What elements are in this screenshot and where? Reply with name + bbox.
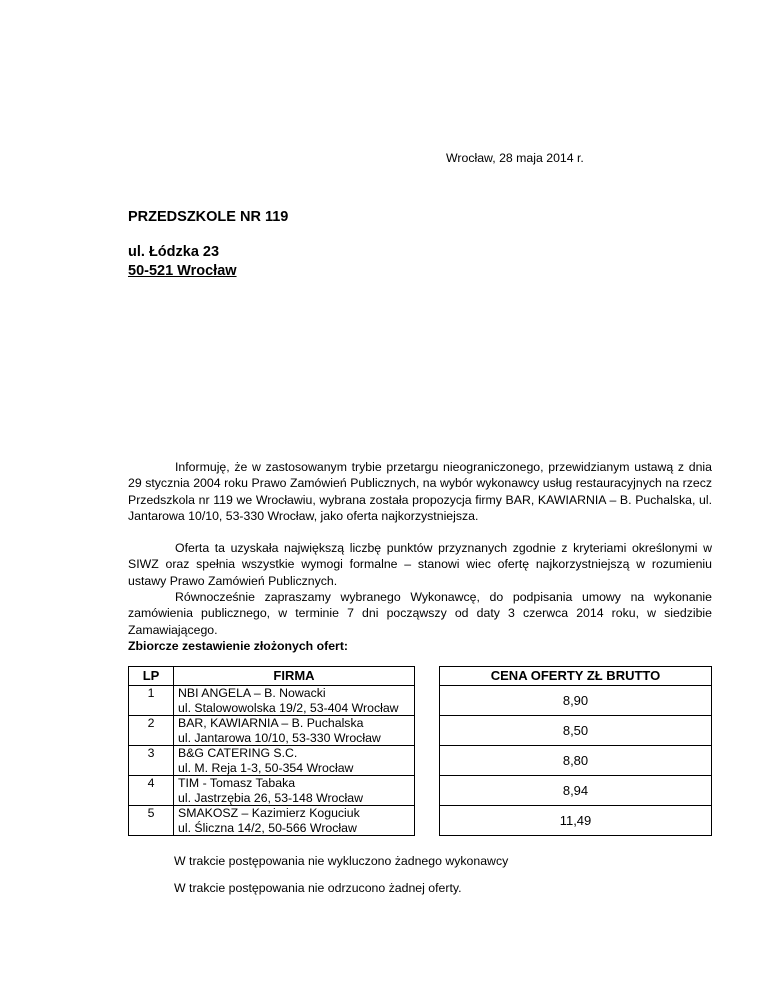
row-price: 8,90 (440, 686, 712, 716)
paragraph-award (128, 459, 712, 524)
row-lp: 4 (129, 776, 174, 806)
column-gap (415, 716, 440, 746)
row-firm (174, 806, 415, 836)
row-price: 11,49 (440, 806, 712, 836)
row-lp: 2 (129, 716, 174, 746)
paragraph-invitation-text: Równocześnie zapraszamy wybranego Wykonawcę, do podpisania umowy na wykonanie zamówienia publicznego, w terminie 7 dni począwszy od daty 3 czerwca 2014 roku, w siedzibie Zamawiającego. (128, 590, 712, 637)
firm-address: ul. Jantarowa 10/10, 53-330 Wrocław (178, 730, 381, 745)
recipient-city: 50-521 Wrocław (128, 263, 237, 279)
row-price: 8,80 (440, 746, 712, 776)
row-firm (174, 776, 415, 806)
firm-name: BAR, KAWIARNIA – B. Puchalska (178, 716, 364, 730)
column-header-lp: LP (129, 667, 174, 686)
row-firm (174, 686, 415, 716)
firm-address: ul. Stalowowolska 19/2, 53-404 Wrocław (178, 700, 399, 715)
column-gap (415, 776, 440, 806)
paragraph-justification (128, 540, 712, 589)
row-lp: 3 (129, 746, 174, 776)
table-row (129, 746, 712, 776)
firm-address: ul. M. Reja 1-3, 50-354 Wrocław (178, 760, 354, 775)
row-price: 8,50 (440, 716, 712, 746)
recipient-street: ul. Łódzka 23 (128, 244, 220, 260)
table-row (129, 716, 712, 746)
column-header-firm: FIRMA (174, 667, 415, 686)
table-row (129, 686, 712, 716)
row-lp: 5 (129, 806, 174, 836)
column-gap (415, 746, 440, 776)
row-lp: 1 (129, 686, 174, 716)
recipient-name: PRZEDSZKOLE NR 119 (128, 209, 289, 225)
row-firm (174, 716, 415, 746)
row-price: 8,94 (440, 776, 712, 806)
offers-table (128, 666, 712, 836)
paragraph-invitation (128, 589, 712, 638)
column-gap (415, 667, 440, 686)
firm-address: ul. Śliczna 14/2, 50-566 Wrocław (178, 820, 357, 835)
column-gap (415, 806, 440, 836)
table-row (129, 776, 712, 806)
note-rejected: W trakcie postępowania nie odrzucono żadnej oferty. (174, 881, 462, 895)
firm-name: NBI ANGELA – B. Nowacki (178, 686, 326, 700)
firm-name: TIM - Tomasz Tabaka (178, 776, 296, 790)
summary-title: Zbiorcze zestawienie złożonych ofert: (128, 639, 349, 653)
paragraph-justification-text: Oferta ta uzyskała największą liczbę punktów przyznanych zgodnie z kryteriami określonymi w SIWZ oraz spełnia wszystkie wymogi formalne – stanowi wiec ofertę najkorzystniejszą w rozumieniu ustawy Prawo Zamówień Publicznych. (128, 541, 712, 588)
firm-name: B&G CATERING S.C. (178, 746, 298, 760)
paragraph-award-text: Informuję, że w zastosowanym trybie przetargu nieograniczonego, przewidzianym ustawą z dnia 29 stycznia 2004 roku Prawo Zamówień Publicznych, na wybór wykonawcy usług restauracyjnych na rzecz Przedszkola nr 119 we Wrocławiu, wybrana została propozycja firmy BAR, KAWIARNIA – B. Puchalska, ul. Jantarowa 10/10, 53-330 Wrocław, jako oferta najkorzystniejsza. (128, 460, 712, 523)
offers-table-header (129, 667, 712, 686)
document-date: Wrocław, 28 maja 2014 r. (446, 151, 584, 165)
table-row (129, 806, 712, 836)
firm-name: SMAKOSZ – Kazimierz Koguciuk (178, 806, 360, 820)
note-excluded: W trakcie postępowania nie wykluczono żadnego wykonawcy (174, 854, 509, 868)
column-gap (415, 686, 440, 716)
column-header-price: CENA OFERTY ZŁ BRUTTO (440, 667, 712, 686)
firm-address: ul. Jastrzębia 26, 53-148 Wrocław (178, 790, 363, 805)
row-firm (174, 746, 415, 776)
